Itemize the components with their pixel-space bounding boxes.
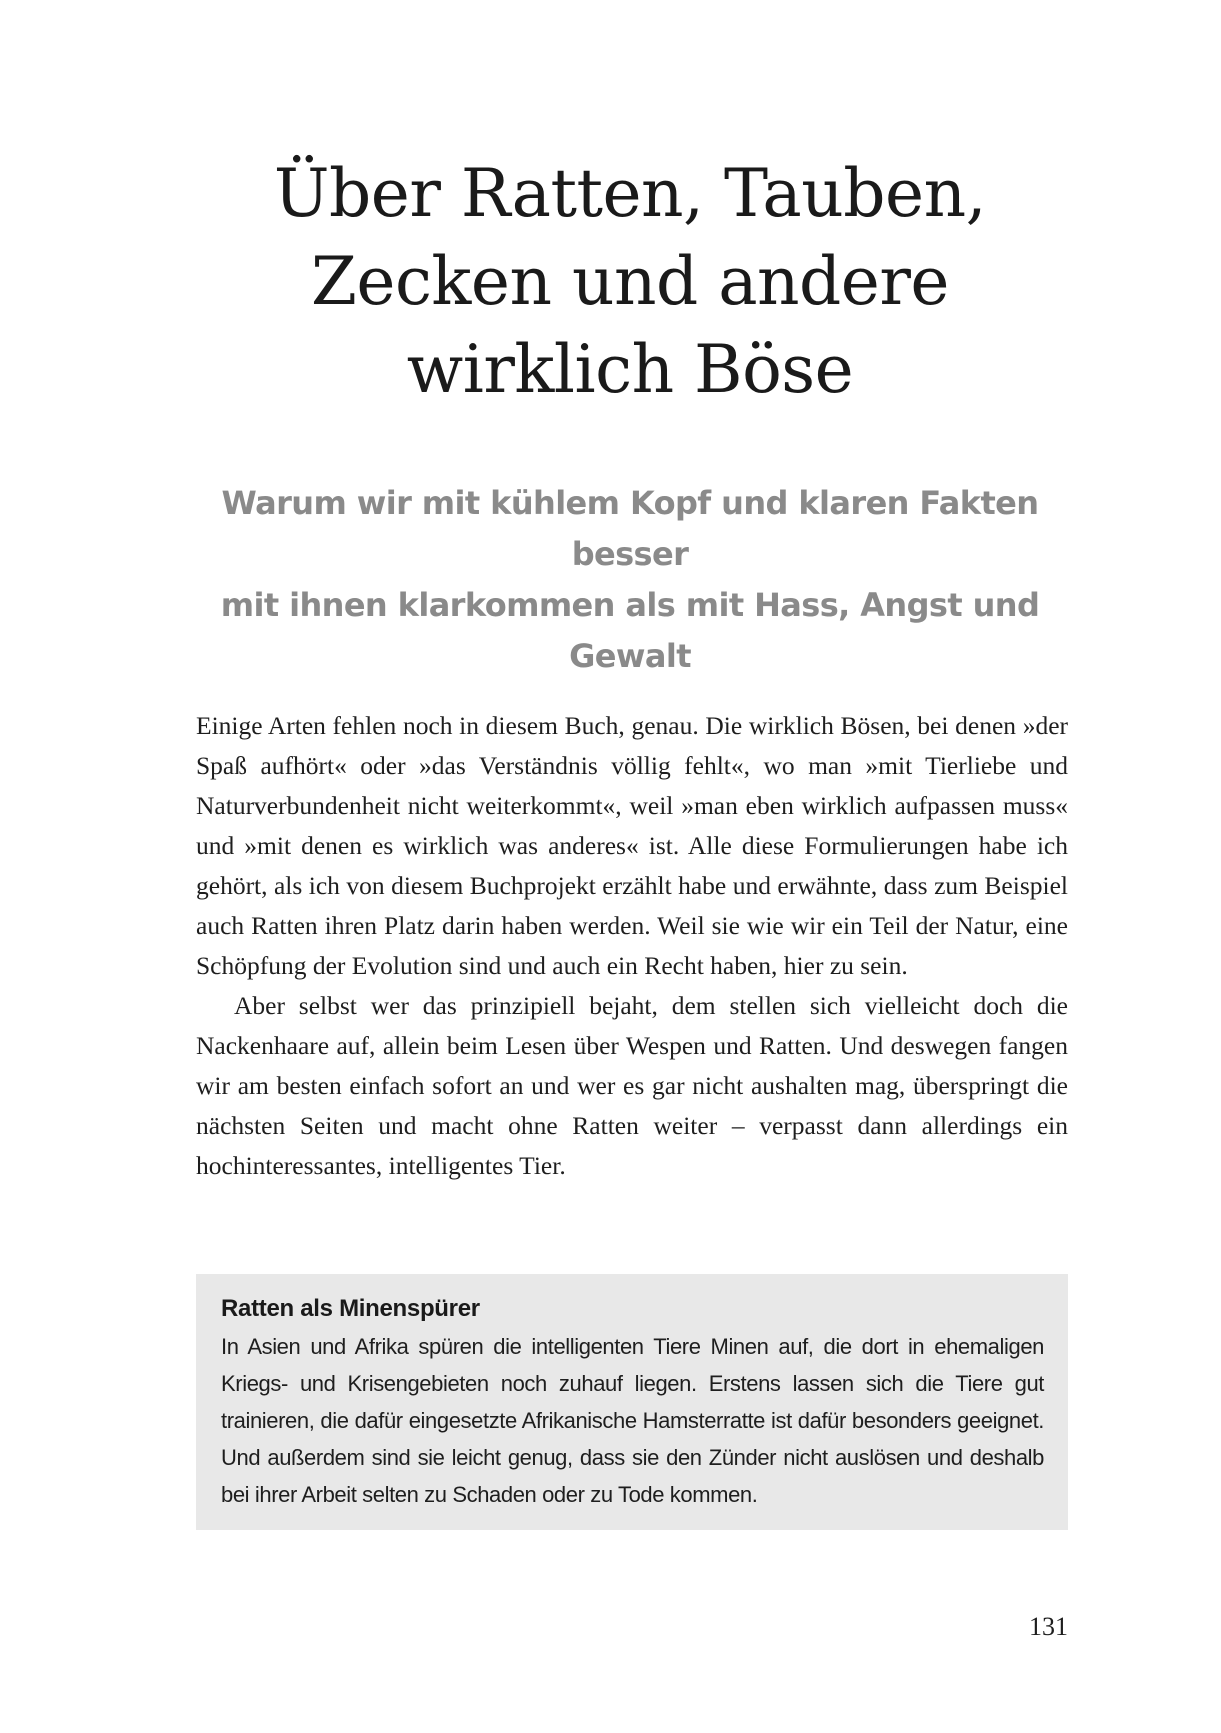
body-paragraph-2: Aber selbst wer das prinzipiell bejaht, dem stellen sich vielleicht doch die Nackenhaare auf, allein beim Lesen über Wespen und Ratten. Und deswegen fangen wir am besten einfach sofort an und wer es gar nicht aushalten mag, überspringt die nächsten Seiten und macht ohne Ratten weiter – verpasst dann allerdings ein hochinteressantes, intelligentes Tier. xyxy=(196,991,1068,1180)
body-paragraph-1: Einige Arten fehlen noch in diesem Buch, genau. Die wirklich Bösen, bei denen »der Spaß aufhört« oder »das Verständnis völlig fehlt«, wo man »mit Tierliebe und Naturverbundenheit nicht weiterkommt«, weil »man eben wirklich aufpassen muss« und »mit denen es wirklich was anderes« ist. Alle diese Formulierungen habe ich gehört, als ich von diesem Buchprojekt erzählt habe und erwähnte, dass zum Beispiel auch Ratten ihren Platz darin haben werden. Weil sie wie wir ein Teil der Natur, eine Schöpfung der Evolution sind und auch ein Recht haben, hier zu sein. xyxy=(196,711,1068,980)
chapter-subtitle xyxy=(190,478,1070,682)
body-text xyxy=(196,706,1068,1186)
info-box-text: In Asien und Afrika spüren die intelligenten Tiere Minen auf, die dort in ehemaligen Kriegs- und Krisengebieten noch zuhauf liegen. Erstens lassen sich die Tiere gut trainieren, die dafür eingesetzte Afrikanische Hamsterratte ist dafür besonders geeignet. Und außerdem sind sie leicht genug, dass sie den Zünder nicht auslösen und deshalb bei ihrer Arbeit selten zu Schaden oder zu Tode kommen. xyxy=(221,1334,1044,1507)
chapter-title-line-2: Zecken und andere xyxy=(311,243,949,320)
chapter-subtitle-line-2: mit ihnen klarkommen als mit Hass, Angst und Gewalt xyxy=(220,586,1040,675)
chapter-subtitle-line-1: Warum wir mit kühlem Kopf und klaren Fakten besser xyxy=(221,484,1039,573)
chapter-title-line-3: wirklich Böse xyxy=(406,331,854,408)
page-number: 131 xyxy=(1029,1612,1068,1641)
info-box-title: Ratten als Minenspürer xyxy=(221,1295,480,1322)
chapter-title-line-1: Über Ratten, Tauben, xyxy=(273,155,987,232)
chapter-title xyxy=(160,150,1100,414)
info-box xyxy=(196,1274,1068,1530)
